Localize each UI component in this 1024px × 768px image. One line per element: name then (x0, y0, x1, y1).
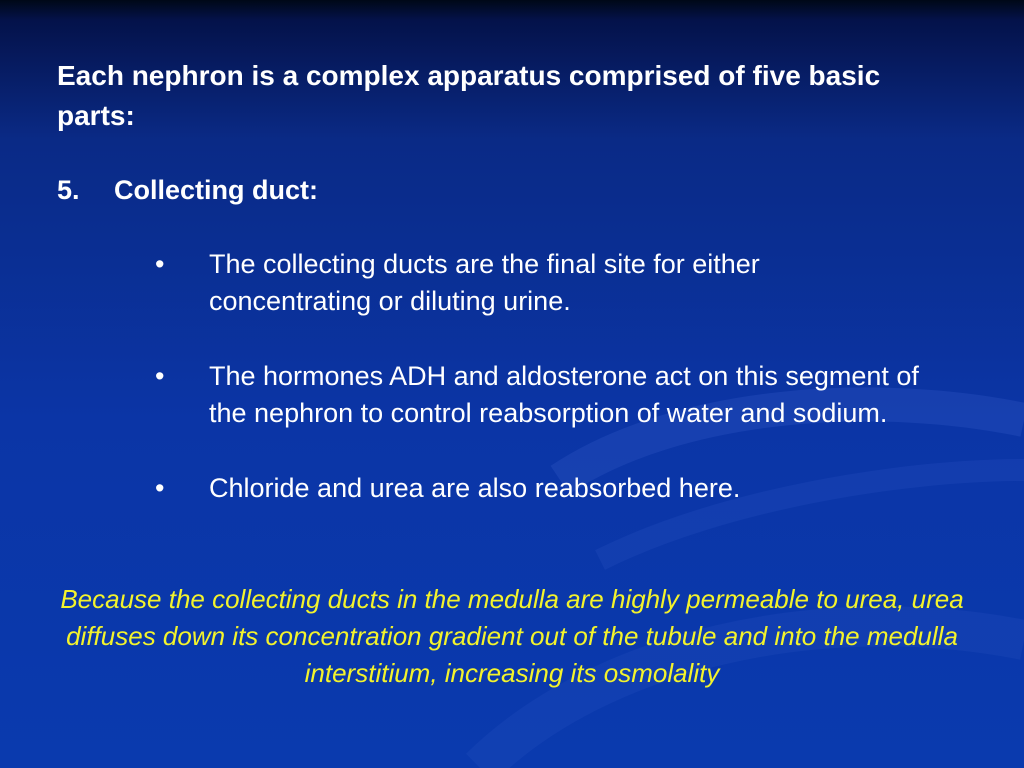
bullet-item (0, 358, 1024, 432)
bullet-item (0, 246, 1024, 320)
highlight-note: Because the collecting ducts in the medulla are highly permeable to urea, urea diffuses down its concentration gradient out of the tubule and into the medulla interstitium, increasing its osmolality (60, 584, 964, 688)
bullet-list (0, 246, 1024, 545)
section-heading (57, 172, 318, 208)
slide-heading: Each nephron is a complex apparatus comprised of five basic parts: (57, 60, 881, 131)
section-number: 5. (57, 175, 80, 205)
bullet-text: The hormones ADH and aldosterone act on this segment of the nephron to control reabsorption of water and sodium. (209, 361, 919, 428)
bullet-text: The collecting ducts are the final site for either concentrating or diluting urine. (209, 249, 760, 316)
bullet-item (0, 470, 1024, 507)
bullet-text: Chloride and urea are also reabsorbed here. (209, 473, 741, 503)
bullet-marker: • (155, 249, 165, 279)
section-title: Collecting duct: (114, 175, 318, 205)
bullet-marker: • (155, 361, 165, 391)
bullet-marker: • (155, 473, 165, 503)
